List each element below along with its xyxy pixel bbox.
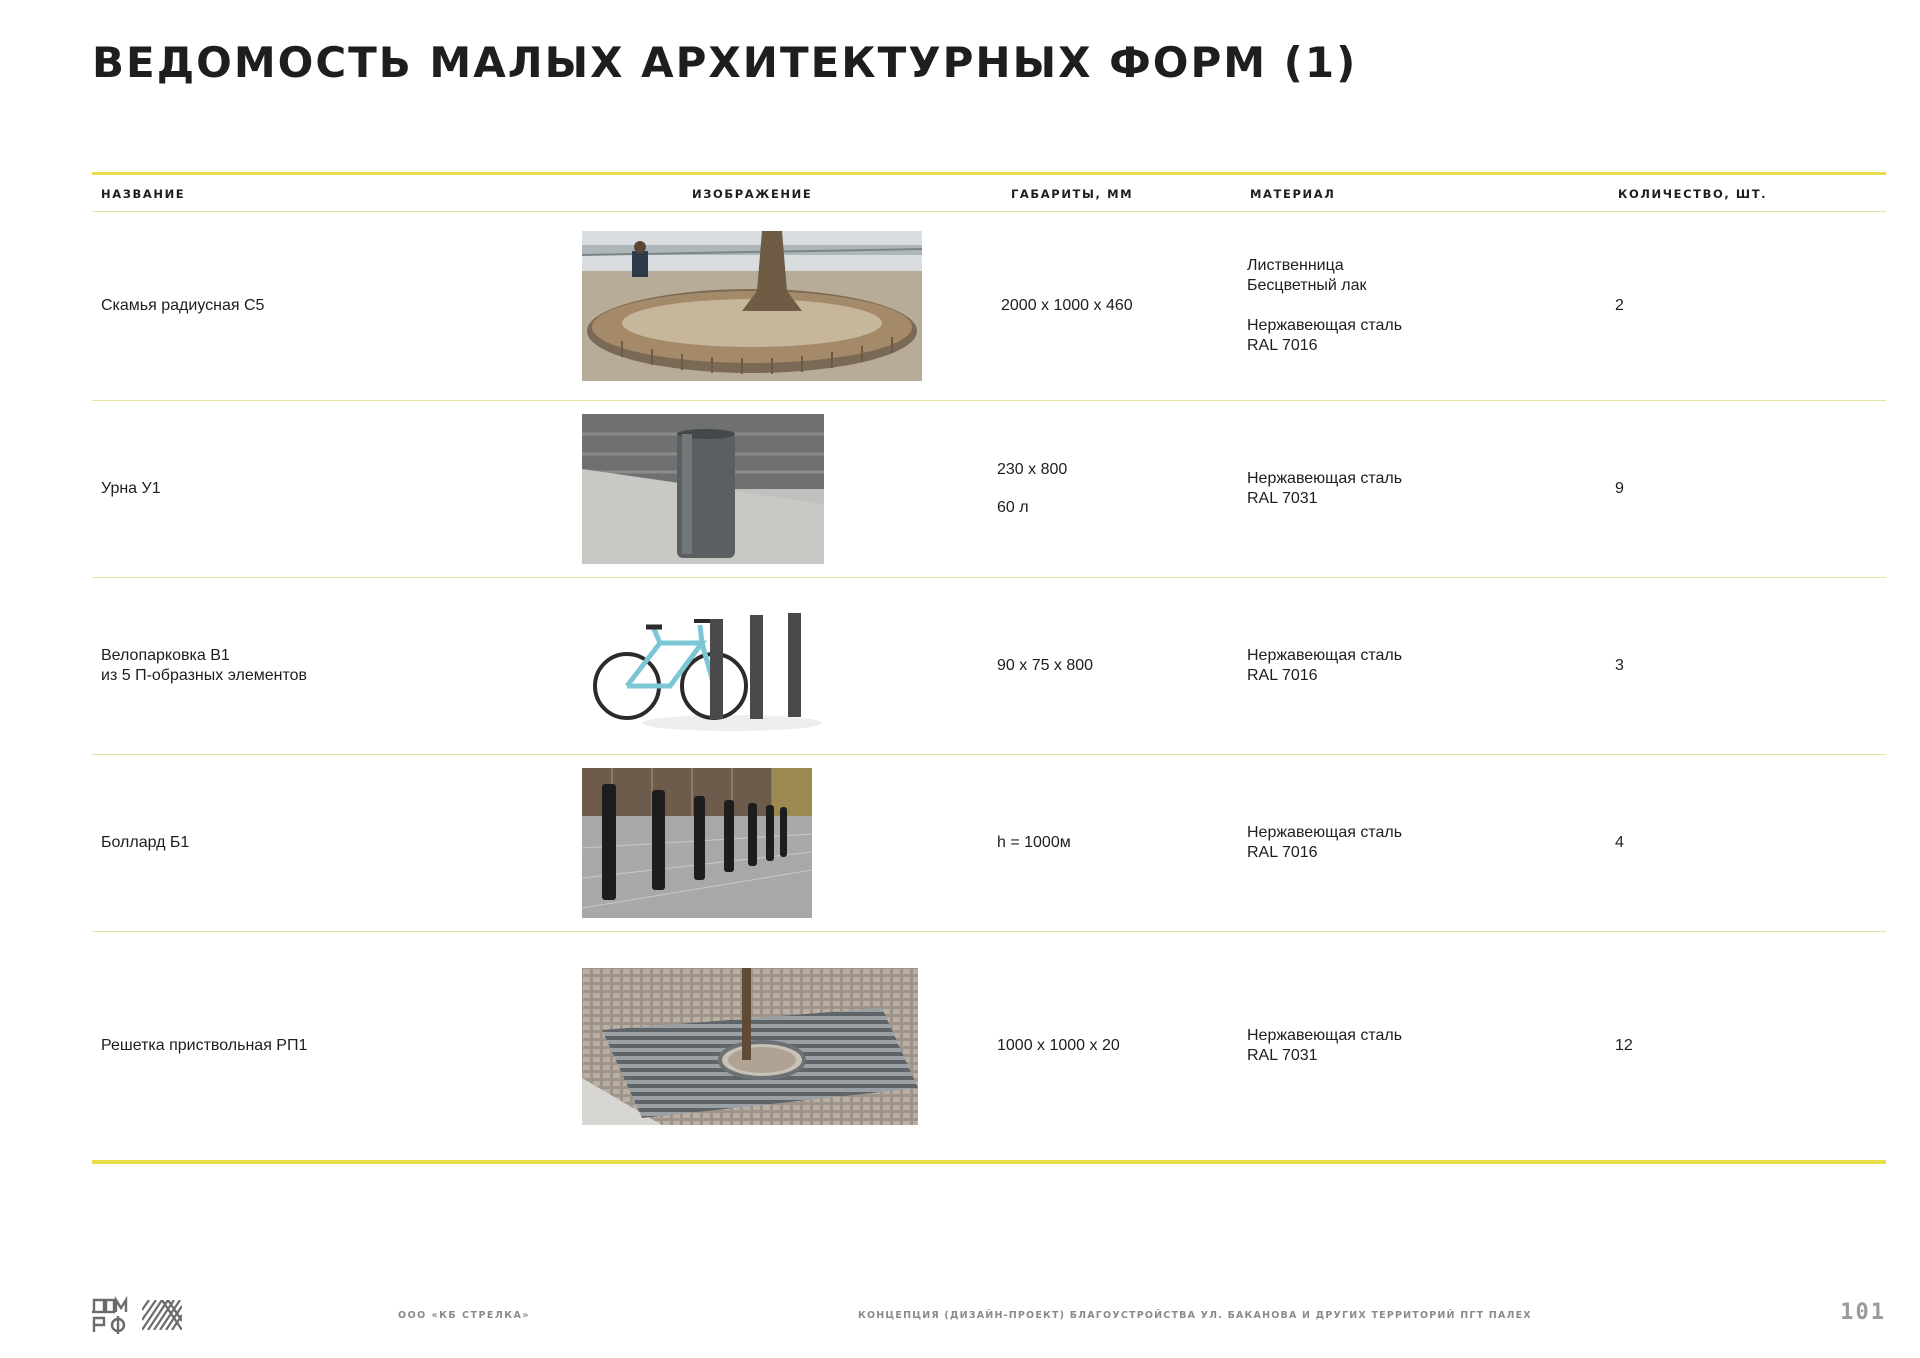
item-image-cell	[582, 578, 922, 754]
material-line: Нержавеющая сталь	[1247, 647, 1403, 664]
item-quantity: 3	[1615, 657, 1624, 674]
header-dimensions: ГАБАРИТЫ, ММ	[1011, 187, 1134, 201]
item-image-cell	[582, 401, 922, 577]
item-name	[101, 212, 551, 400]
item-dimensions	[997, 401, 1217, 577]
material-line: Бесцветный лак	[1247, 277, 1367, 294]
bollard-photo	[582, 768, 812, 918]
header-image: ИЗОБРАЖЕНИЕ	[692, 187, 813, 201]
dimensions-line: 90 х 75 х 800	[997, 657, 1094, 674]
table-row	[92, 755, 1886, 931]
table-row	[92, 401, 1886, 577]
item-name	[101, 932, 551, 1160]
table-row	[92, 212, 1886, 400]
table-row	[92, 578, 1886, 754]
trash-bin-photo	[582, 414, 824, 564]
item-dimensions	[997, 932, 1217, 1160]
item-quantity: 2	[1615, 297, 1624, 314]
tree-grate-photo	[582, 968, 918, 1125]
item-material	[1247, 578, 1587, 754]
item-quantity: 12	[1615, 1037, 1633, 1054]
item-dimensions	[997, 755, 1217, 931]
item-image-cell	[582, 212, 922, 400]
page-number: 101	[1840, 1300, 1886, 1325]
dimensions-line: 60 л	[997, 499, 1029, 516]
item-dimensions	[997, 578, 1217, 754]
item-name-line: Решетка приствольная РП1	[101, 1037, 308, 1054]
material-line	[1247, 296, 1402, 316]
mafs-table	[92, 172, 1886, 1164]
table-header	[92, 175, 1886, 211]
dimensions-line: 230 х 800	[997, 461, 1068, 478]
item-name-line: Скамья радиусная С5	[101, 297, 265, 314]
item-material	[1247, 932, 1587, 1160]
radial-bench-photo	[582, 231, 922, 381]
table-row	[92, 932, 1886, 1160]
item-image-cell	[582, 755, 922, 931]
dom-rf-logo-icon	[92, 1296, 128, 1339]
footer-company: ООО «КБ СТРЕЛКА»	[398, 1310, 531, 1321]
item-name	[101, 755, 551, 931]
strelka-logo-icon	[142, 1300, 182, 1335]
item-material	[1247, 212, 1587, 400]
dimensions-spacer	[997, 480, 1067, 498]
item-name-line: Урна У1	[101, 480, 161, 497]
footer-logos	[92, 1296, 182, 1339]
bike-rack-photo	[582, 591, 822, 741]
material-line: RAL 7016	[1247, 337, 1318, 354]
material-line: Нержавеющая сталь	[1247, 1027, 1403, 1044]
item-material	[1247, 755, 1587, 931]
footer-project-title: КОНЦЕПЦИЯ (ДИЗАЙН-ПРОЕКТ) БЛАГОУСТРОЙСТВА УЛ. БАКАНОВА И ДРУГИХ ТЕРРИТОРИЙ ПГТ ПАЛЕХ	[858, 1310, 1532, 1321]
dimensions-line: 2000 х 1000 х 460	[1001, 297, 1133, 314]
item-name-line: из 5 П-образных элементов	[101, 667, 308, 684]
material-line: Лиственница	[1247, 257, 1344, 274]
item-quantity: 9	[1615, 480, 1624, 497]
material-line: Нержавеющая сталь	[1247, 824, 1403, 841]
item-name-line: Велопарковка В1	[101, 647, 230, 664]
item-name-line: Боллард Б1	[101, 834, 190, 851]
page-title: ВЕДОМОСТЬ МАЛЫХ АРХИТЕКТУРНЫХ ФОРМ (1)	[92, 38, 1358, 87]
material-line: RAL 7016	[1247, 667, 1318, 684]
item-name	[101, 401, 551, 577]
item-quantity: 4	[1615, 834, 1624, 851]
dimensions-line: 1000 х 1000 х 20	[997, 1037, 1120, 1054]
material-line: RAL 7016	[1247, 844, 1318, 861]
item-material	[1247, 401, 1587, 577]
item-dimensions	[997, 212, 1217, 400]
item-name	[101, 578, 551, 754]
dimensions-line: h = 1000м	[997, 834, 1071, 851]
header-quantity: КОЛИЧЕСТВО, ШТ.	[1618, 187, 1768, 201]
material-line: RAL 7031	[1247, 490, 1318, 507]
item-image-cell	[582, 932, 922, 1160]
material-line: RAL 7031	[1247, 1047, 1318, 1064]
header-material: МАТЕРИАЛ	[1250, 187, 1336, 201]
material-line: Нержавеющая сталь	[1247, 470, 1403, 487]
material-line: Нержавеющая сталь	[1247, 317, 1403, 334]
header-name: НАЗВАНИЕ	[101, 187, 186, 201]
table-bottom-rule	[92, 1160, 1886, 1164]
